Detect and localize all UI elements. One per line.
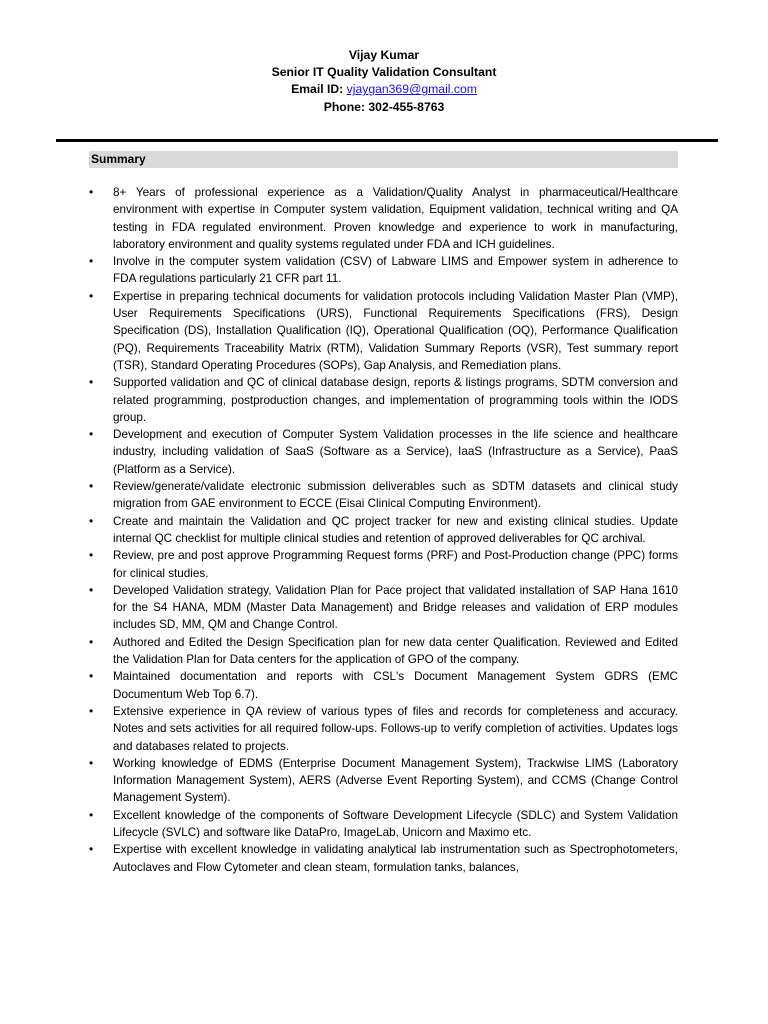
bullet-text: Involve in the computer system validation (CSV) of Labware LIMS and Empower system in adherence to FDA regulations particularly 21 CFR part 11.	[113, 255, 678, 286]
bullet-text: Authored and Edited the Design Specification plan for new data center Qualification. Reviewed and Edited the Validation Plan for Data centers for the application of GPO of the company.	[113, 635, 678, 667]
resume-header	[0, 47, 768, 116]
summary-bullet-item	[89, 184, 678, 253]
summary-bullet-item	[89, 668, 678, 703]
bullet-icon: •	[89, 254, 94, 269]
bullet-text: Create and maintain the Validation and QC project tracker for new and existing clinical studies. Update internal QC checklist for multiple clinical studies and retention of approved deliverables for QC archival.	[113, 514, 678, 545]
bullet-text: Developed Validation strategy, Validation Plan for Pace project that validated installation of SAP Hana 1610 for the S4 HANA, MDM (Master Data Management) and Bridge releases and validation of ERP modules includes SD, MM, QM and Change Control.	[113, 583, 678, 632]
bullet-icon: •	[89, 185, 94, 199]
bullet-icon: •	[89, 807, 94, 822]
bullet-icon: •	[89, 288, 94, 303]
summary-bullet-item	[89, 513, 678, 548]
summary-bullet-item	[89, 253, 678, 288]
bullet-text: 8+ Years of professional experience as a Validation/Quality Analyst in pharmaceutical/Healthcare environment with expertise in Computer system validation, Equipment validation, technical writing and QA testing in FDA regulated environment. Proven knowledge and experience to work in manufacturing, laboratory environment and quality systems regulated under FDA and ICH guidelines.	[113, 186, 678, 251]
summary-bullet-item	[89, 288, 678, 374]
bullet-icon: •	[89, 375, 94, 390]
bullet-text: Working knowledge of EDMS (Enterprise Document Management System), Trackwise LIMS (Laboratory Information Management System), AERS (Adverse Event Reporting System), and CCMS (Change Control Management System).	[113, 756, 678, 805]
email-label: Email ID:	[291, 82, 347, 97]
summary-bullet-item	[89, 755, 678, 807]
bullet-icon: •	[89, 842, 94, 857]
summary-bullet-item	[89, 547, 678, 582]
bullet-text: Expertise in preparing technical documents for validation protocols including Validation Master Plan (VMP), User Requirements Specifications (URS), Functional Requirements Specifications (FRS), Design Specification (DS), Installation Qualification (IQ), Operational Qualification (OQ), Performance Qualification (PQ), Requirements Traceability Matrix (RTM), Validation Summary Reports (VSR), Test summary report (TSR), Standard Operating Procedures (SOPs), Gap Analysis, and Remediation plans.	[113, 289, 678, 372]
bullet-icon: •	[89, 634, 94, 649]
summary-heading-bar	[89, 151, 678, 168]
bullet-text: Excellent knowledge of the components of Software Development Lifecycle (SDLC) and System Validation Lifecycle (SVLC) and software like DataPro, ImageLab, Unicorn and Maximo etc.	[113, 808, 678, 839]
summary-bullet-item	[89, 634, 678, 669]
bullet-icon: •	[89, 755, 94, 770]
bullet-icon: •	[89, 427, 94, 442]
bullet-icon: •	[89, 513, 94, 528]
summary-bullet-list	[89, 184, 678, 876]
summary-heading: Summary	[91, 152, 146, 166]
candidate-title: Senior IT Quality Validation Consultant	[271, 65, 497, 80]
bullet-text: Expertise with excellent knowledge in validating analytical lab instrumentation such as Spectrophotometers, Autoclaves and Flow Cytometer and clean steam, formulation tanks, balances,	[113, 843, 678, 874]
bullet-icon: •	[89, 703, 94, 718]
header-divider	[56, 139, 718, 142]
bullet-text: Supported validation and QC of clinical database design, reports & listings programs, SDTM conversion and related programming, postproduction changes, and implementation of programming tools within the IODS group.	[113, 376, 678, 424]
bullet-text: Extensive experience in QA review of various types of files and records for completeness and accuracy. Notes and sets activities for all required follow-ups. Follows-up to verify completion of activities. Updates logs and databases related to projects.	[113, 704, 678, 753]
summary-bullet-item	[89, 582, 678, 634]
summary-bullet-item	[89, 478, 678, 513]
summary-bullet-item	[89, 374, 678, 426]
bullet-icon: •	[89, 479, 94, 494]
summary-bullet-item	[89, 426, 678, 478]
summary-bullet-item	[89, 841, 678, 876]
summary-bullet-item	[89, 807, 678, 842]
email-link[interactable]: vjaygan369@gmail.com	[346, 82, 477, 97]
bullet-icon: •	[89, 669, 94, 684]
phone-line: Phone: 302-455-8763	[323, 99, 445, 114]
bullet-text: Maintained documentation and reports with CSL's Document Management System GDRS (EMC Documentum Web Top 6.7).	[113, 670, 678, 701]
bullet-text: Review, pre and post approve Programming Request forms (PRF) and Post-Production change (PPC) forms for clinical studies.	[113, 549, 678, 580]
bullet-icon: •	[89, 548, 94, 563]
email-line	[0, 81, 768, 98]
candidate-name: Vijay Kumar	[348, 48, 420, 62]
bullet-text: Review/generate/validate electronic submission deliverables such as SDTM datasets and clinical study migration from GAE environment to ECCE (Eisai Clinical Computing Environment).	[113, 480, 678, 511]
summary-bullet-item	[89, 703, 678, 755]
bullet-icon: •	[89, 582, 94, 597]
bullet-text: Development and execution of Computer System Validation processes in the life science and healthcare industry, including validation of SaaS (Software as a Service), IaaS (Infrastructure as a Service), PaaS (Platform as a Service).	[113, 428, 678, 476]
